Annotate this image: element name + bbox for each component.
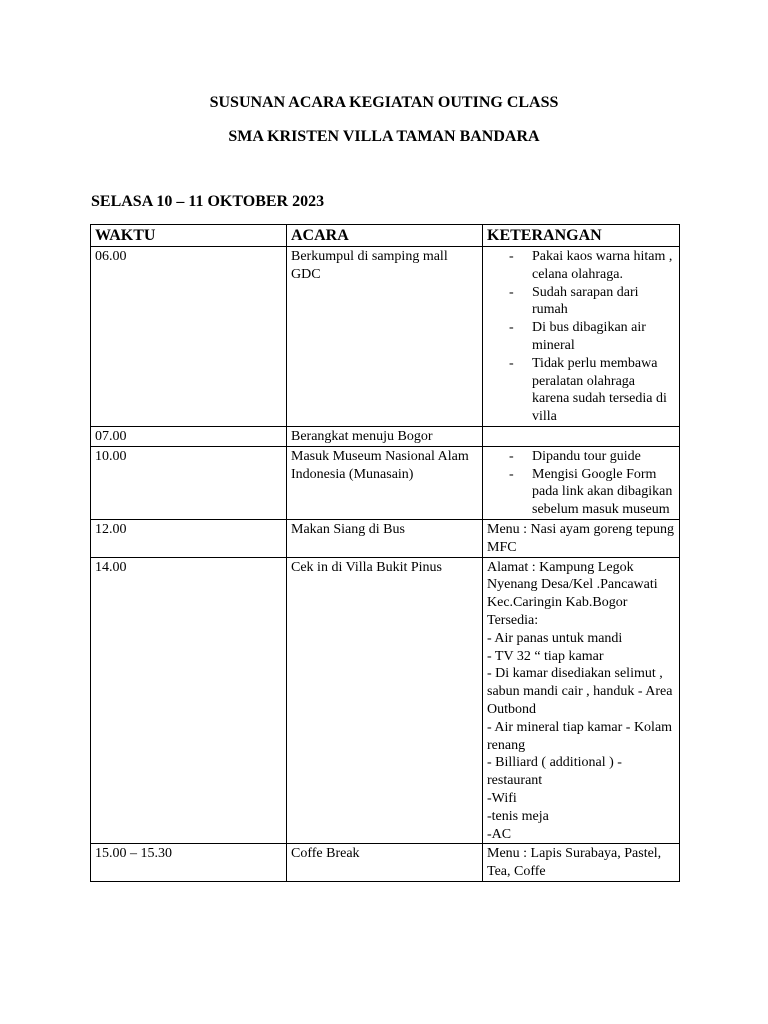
list-item: - Di bus dibagikan air mineral bbox=[487, 319, 675, 355]
cell-keterangan bbox=[483, 247, 680, 427]
facility-line: - Billiard ( additional ) - restaurant bbox=[487, 755, 622, 789]
school-name: SMA KRISTEN VILLA TAMAN BANDARA bbox=[228, 128, 540, 145]
cell-keterangan bbox=[483, 557, 680, 844]
facility-line: -Wifi bbox=[487, 790, 517, 806]
table-row bbox=[91, 426, 680, 446]
cell-keterangan: Menu : Lapis Surabaya, Pastel, Tea, Coffe bbox=[483, 844, 680, 882]
cell-keterangan: Menu : Nasi ayam goreng tepung MFC bbox=[483, 519, 680, 557]
list-item: - Dipandu tour guide bbox=[487, 448, 675, 466]
facility-line: - Air panas untuk mandi bbox=[487, 630, 623, 646]
cell-acara: Berangkat menuju Bogor bbox=[287, 426, 483, 446]
list-item: - Pakai kaos warna hitam , celana olahraga. bbox=[487, 248, 675, 284]
cell-acara: Makan Siang di Bus bbox=[287, 519, 483, 557]
column-header-waktu: WAKTU bbox=[91, 225, 287, 247]
facility-line: - Air mineral tiap kamar - Kolam renang bbox=[487, 719, 673, 753]
cell-waktu: 15.00 – 15.30 bbox=[91, 844, 287, 882]
table-row bbox=[91, 446, 680, 519]
cell-acara: Cek in di Villa Bukit Pinus bbox=[287, 557, 483, 844]
column-header-keterangan: KETERANGAN bbox=[483, 225, 680, 247]
cell-waktu: 06.00 bbox=[91, 247, 287, 427]
table-row bbox=[91, 844, 680, 882]
facility-line: - TV 32 “ tiap kamar bbox=[487, 648, 604, 664]
table-row bbox=[91, 557, 680, 844]
cell-acara: Berkumpul di samping mall GDC bbox=[287, 247, 483, 427]
table-header-row bbox=[91, 225, 680, 247]
column-header-acara: ACARA bbox=[287, 225, 483, 247]
event-date: SELASA 10 – 11 OKTOBER 2023 bbox=[91, 193, 325, 210]
list-item: - Sudah sarapan dari rumah bbox=[487, 284, 675, 320]
facility-line: -tenis meja bbox=[487, 808, 549, 824]
document-title: SUSUNAN ACARA KEGIATAN OUTING CLASS bbox=[209, 94, 559, 111]
facility-line: - Di kamar disediakan selimut , sabun mandi cair , handuk - Area Outbond bbox=[487, 666, 673, 717]
list-item: - Mengisi Google Form pada link akan dibagikan sebelum masuk museum bbox=[487, 466, 675, 519]
bullet-list bbox=[487, 448, 675, 519]
facility-line: Alamat : Kampung Legok Nyenang Desa/Kel .Pancawati Kec.Caringin Kab.Bogor Tersedia: bbox=[487, 559, 658, 628]
cell-acara: Coffe Break bbox=[287, 844, 483, 882]
cell-waktu: 14.00 bbox=[91, 557, 287, 844]
cell-keterangan bbox=[483, 426, 680, 446]
cell-keterangan bbox=[483, 446, 680, 519]
schedule-table bbox=[90, 224, 680, 882]
cell-waktu: 07.00 bbox=[91, 426, 287, 446]
cell-waktu: 12.00 bbox=[91, 519, 287, 557]
bullet-list bbox=[487, 248, 675, 426]
table-row bbox=[91, 519, 680, 557]
cell-waktu: 10.00 bbox=[91, 446, 287, 519]
table-row bbox=[91, 247, 680, 427]
cell-acara: Masuk Museum Nasional Alam Indonesia (Munasain) bbox=[287, 446, 483, 519]
facility-line: -AC bbox=[487, 826, 512, 842]
list-item: - Tidak perlu membawa peralatan olahraga karena sudah tersedia di villa bbox=[487, 355, 675, 426]
